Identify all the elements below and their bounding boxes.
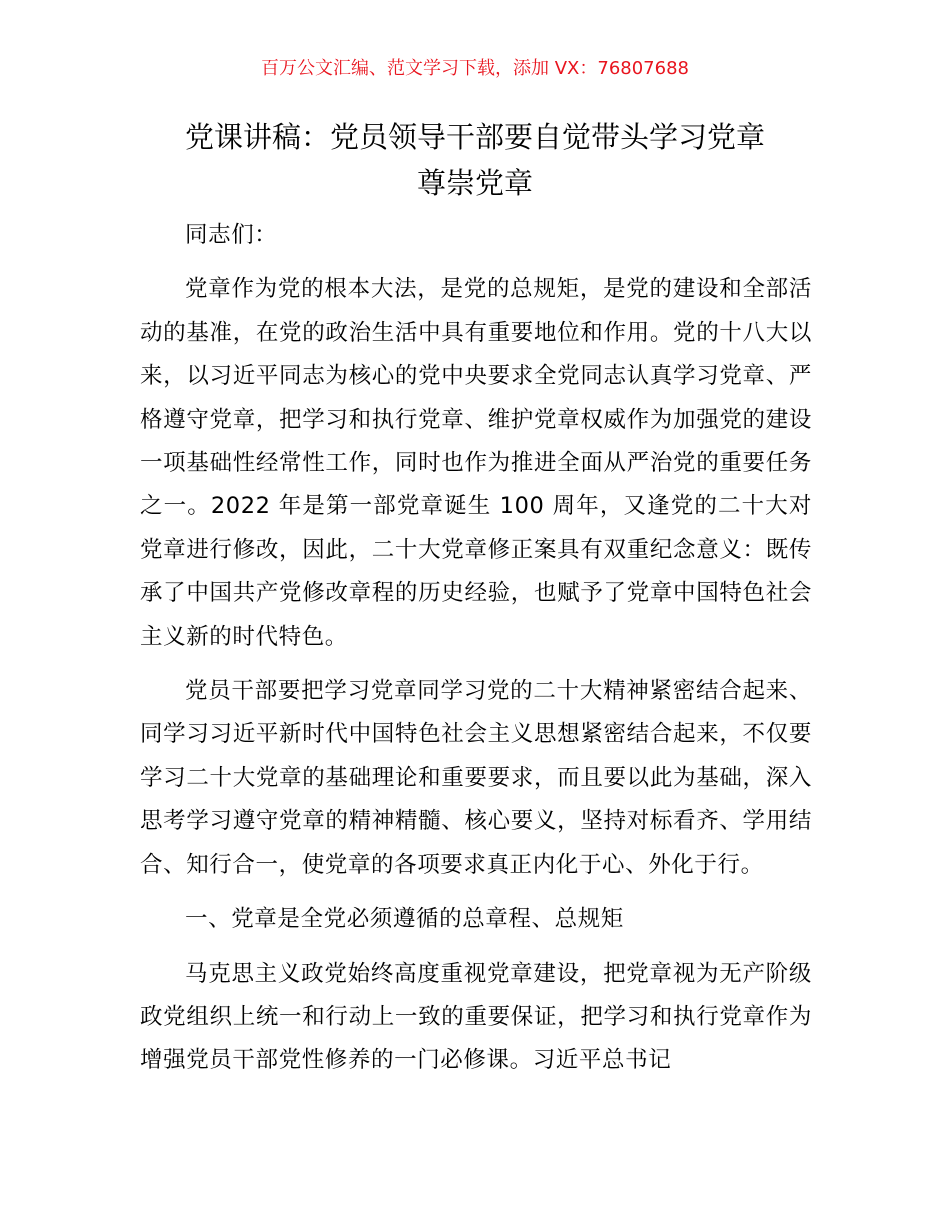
paragraph-2: 党员干部要把学习党章同学习党的二十大精神紧密结合起来、同学习习近平新时代中国特色社会主义思想紧密结合起来，不仅要学习二十大党章的基础理论和重要要求，而且要以此为基础，深入思考学习遵守党章的精神精髓、核心要义，坚持对标看齐、学用结合、知行合一，使党章的各项要求真正内化于心、外化于行。 (140, 678, 812, 878)
section-heading-1: 一、党章是全党必须遵循的总章程、总规矩 (185, 906, 624, 933)
header-banner: 百万公文汇编、范文学习下载，添加 VX：76807688 (261, 58, 689, 79)
paragraph-3: 马克思主义政党始终高度重视党章建设，把党章视为无产阶级政党组织上统一和行动上一致的重要保证，把学习和执行党章作为增强党员干部党性修养的一门必修课。习近平总书记 (140, 960, 812, 1074)
title-line-1: 党课讲稿：党员领导干部要自觉带头学习党章 (184, 120, 765, 154)
document-title (140, 114, 810, 206)
salutation: 同志们： (185, 222, 278, 248)
paragraph-1: 党章作为党的根本大法，是党的总规矩，是党的建设和全部活动的基准，在党的政治生活中具有重要地位和作用。党的十八大以来，以习近平同志为核心的党中央要求全党同志认真学习党章、严格遵守党章，把学习和执行党章、维护党章权威作为加强党的建设一项基础性经常性工作，同时也作为推进全面从严治党的重要任务之一。2022 年是第一部党章诞生 100 周年，又逢党的二十大对党章进行修改，因此，二十大党章修正案具有双重纪念意义：既传承了中国共产党修改章程的历史经验，也赋予了党章中国特色社会主义新的时代特色。 (140, 276, 812, 650)
title-line-2: 尊崇党章 (416, 166, 533, 200)
document-body (140, 214, 812, 1083)
